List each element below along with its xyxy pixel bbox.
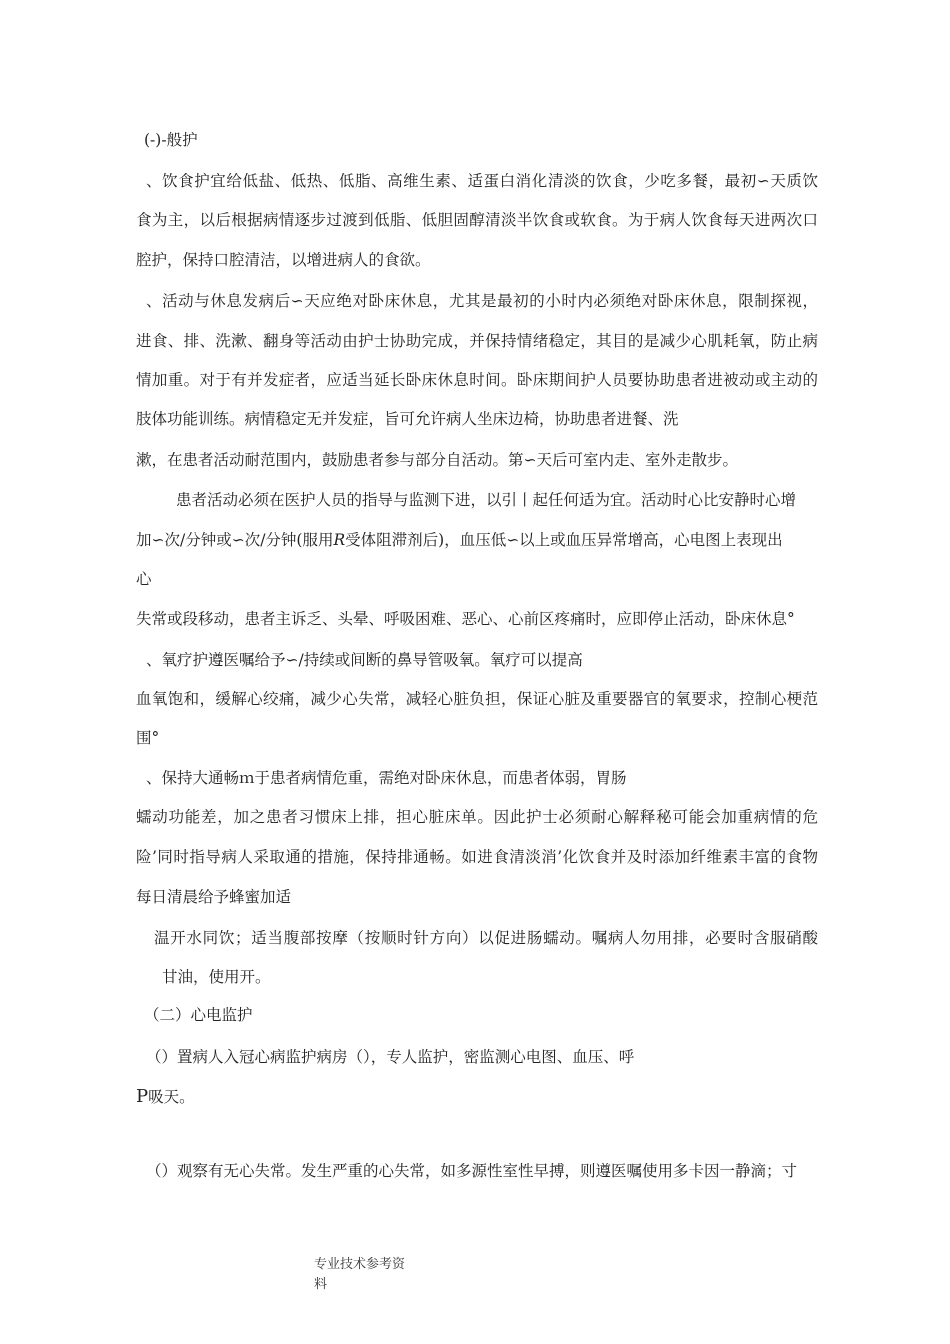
paragraph-line: 失常或段移动，患者主诉乏、头晕、呼吸困难、恶心、心前区疼痛时，应即停止活动，卧床休息° [136,610,795,628]
footer-text: 料 [314,1277,328,1292]
paragraph-line: 患者活动必须在医护人员的指导与监测下进，以引丨起任何适为宜。活动时心比安静时心增 [176,491,797,509]
paragraph-line: 、活动与休息发病后∽天应绝对卧床休息，尤其是最初的小时内必须绝对卧床休息，限制探视， [146,292,818,310]
paragraph-line: 进食、排、洗漱、翻身等活动由护士协助完成，并保持情绪稳定，其目的是减少心肌耗氧，防止病 [136,332,818,350]
paragraph-line: 肢体功能训练。病情稳定无并发症，旨可允许病人坐床边椅，协助患者进餐、洗 [136,410,679,428]
paragraph-line: （）观察有无心失常。发生严重的心失常，如多源性室性早搏，则遵医嘱使用多卡因一静滴；寸 [146,1162,798,1180]
paragraph-line: 血氧饱和，缓解心绞痛，减少心失常，减轻心脏负担，保证心脏及重要器官的氧要求，控制心梗范 [136,690,818,708]
paragraph-line: 温开水同饮；适当腹部按摩（按顺时针方向）以促进肠蠕动。嘱病人勿用排，必要时含服硝酸 [154,929,818,947]
paragraph-line: 险’同时指导病人采取通的措施，保持排通畅。如进食清淡消’化饮食并及时添加纤维素丰富的食物 [136,848,818,866]
paragraph-line: 、氧疗护遵医嘱给予∽/持续或间断的鼻导管吸氧。氧疗可以提高 [146,651,583,669]
footer-text: 专业技术参考资 [314,1257,406,1272]
paragraph-line [136,1087,195,1107]
paragraph-line: 心 [136,570,152,588]
paragraph-line: 每日清晨给予蜂蜜加适 [136,888,292,906]
paragraph-line: （）置病人入冠心病监护病房（），专人监护，密监测心电图、血压、呼 [146,1048,635,1066]
text-fragment: P [136,1086,149,1107]
paragraph-line: 、饮食护宜给低盐、低热、低脂、高维生素、适蛋白消化清淡的饮食，少吃多餐，最初∽天质饮 [146,172,818,190]
section-heading-ecg-monitoring: （二）心电监护 [144,1006,253,1024]
paragraph-line: 漱，在患者活动耐范围内，鼓励患者参与部分自活动。第∽天后可室内走、室外走散步。 [136,451,738,469]
paragraph-line: 甘油，使用开。 [162,968,271,986]
paragraph-line: 食为主，以后根据病情逐步过渡到低脂、低胆固醇清淡半饮食或软食。为于病人饮食每天进两次口 [136,211,818,229]
paragraph-line [136,530,783,550]
paragraph-line: 、保持大通畅ｍ于患者病情危重，需绝对卧床休息，而患者体弱，胃肠 [146,769,627,787]
text-fragment: 加∽次/分钟或∽次/分钟(服用 [136,531,334,549]
beta-symbol: R [333,531,346,549]
text-fragment: 吸天。 [148,1088,195,1106]
paragraph-line: 情加重。对于有并发症者，应适当延长卧床休息时间。卧床期间护人员要协助患者进被动或主动的 [136,371,818,389]
paragraph-line: 围° [136,729,160,747]
paragraph-line: 腔护，保持口腔清洁，以增进病人的食欲。 [136,251,431,269]
section-heading-general-care: (-)-般护 [144,131,198,149]
text-fragment: 受体阻滞剂后)，血压低∽以上或血压异常增高，心电图上表现出 [345,531,783,549]
paragraph-line: 蠕动功能差，加之患者习惯床上排，担心脏床单。因此护士必须耐心解释秘可能会加重病情的危 [136,808,818,826]
